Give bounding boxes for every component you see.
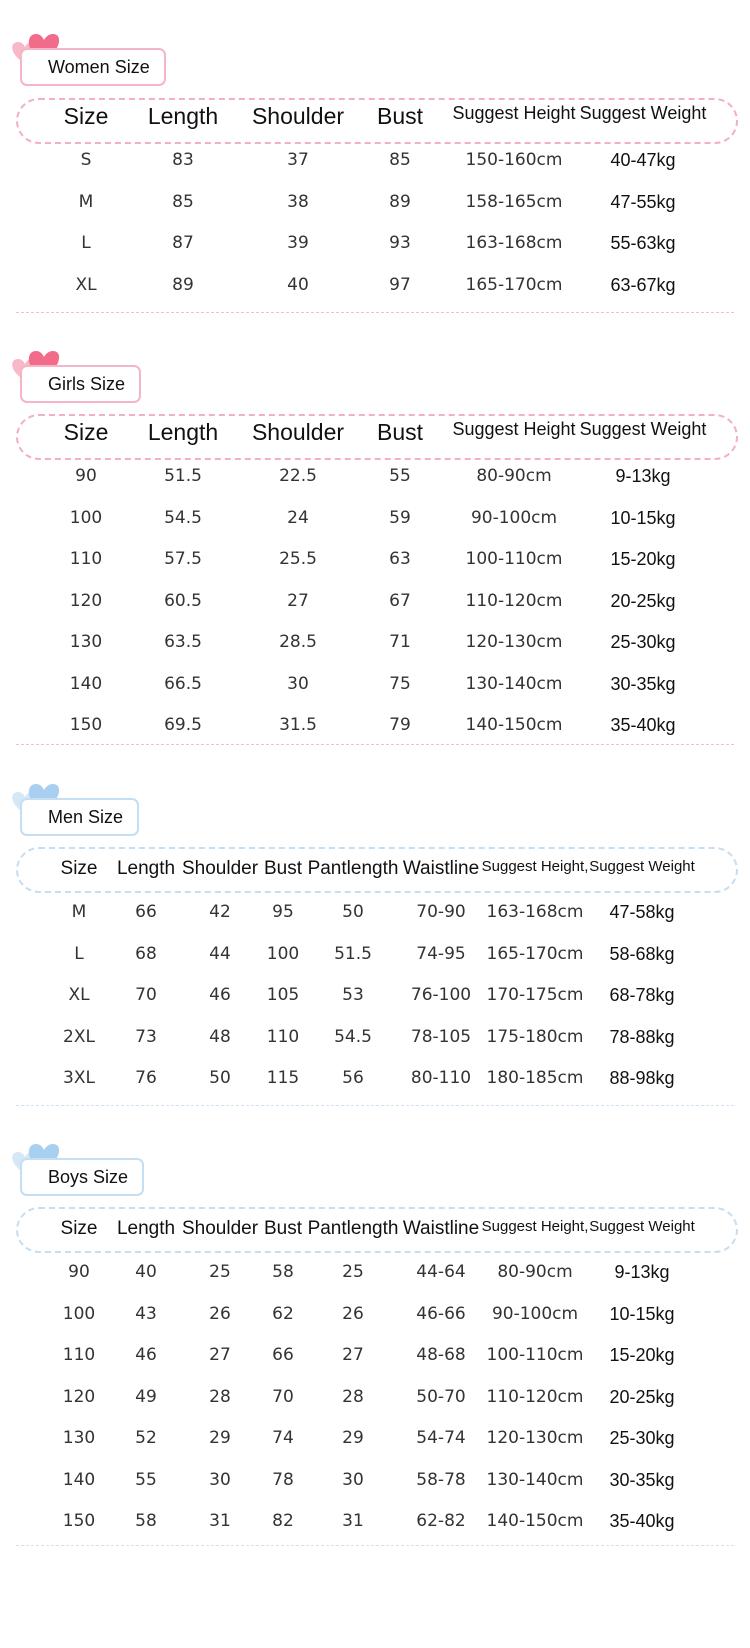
- table-cell: 30-35kg: [609, 1469, 675, 1490]
- table-cell: 175-180cm: [486, 1026, 584, 1047]
- column-header: Suggest Height,: [481, 858, 589, 875]
- table-cell: 82: [272, 1511, 294, 1531]
- table-cell: 54-74: [416, 1428, 466, 1448]
- column-header: Shoulder: [251, 419, 345, 445]
- table-cell: 67: [389, 590, 411, 611]
- table-cell: 62-82: [416, 1511, 466, 1531]
- table-cell: 20-25kg: [610, 590, 676, 611]
- table-cell: 150: [62, 1511, 96, 1531]
- table-cell: 25: [342, 1262, 364, 1282]
- table-cell: 50: [209, 1068, 231, 1088]
- table-cell: 71: [389, 632, 411, 652]
- table-cell: 120-130cm: [465, 632, 563, 652]
- table-cell: 60.5: [164, 590, 202, 611]
- table-cell: 59: [389, 507, 411, 528]
- table-cell: 44: [209, 943, 231, 964]
- column-header: Size: [60, 858, 98, 879]
- table-cell: 78-88kg: [609, 1026, 675, 1047]
- table-cell: 68: [135, 943, 157, 964]
- table-cell: 46: [209, 985, 231, 1005]
- table-cell: 29: [209, 1428, 231, 1448]
- table-cell: 52: [135, 1428, 157, 1448]
- table-cell: 27: [209, 1345, 231, 1365]
- table-cell: 46-66: [416, 1303, 466, 1324]
- column-header: Size: [63, 419, 109, 445]
- table-cell: M: [78, 191, 94, 212]
- table-cell: 70: [272, 1386, 294, 1407]
- table-cell: 22.5: [279, 466, 317, 486]
- section-divider: [16, 744, 734, 745]
- table-cell: 15-20kg: [610, 549, 676, 569]
- table-cell: XL: [68, 985, 90, 1005]
- table-cell: 25.5: [279, 549, 317, 569]
- column-header: Waistline: [402, 1218, 480, 1239]
- table-cell: 54.5: [164, 507, 202, 528]
- table-cell: 48-68: [416, 1345, 466, 1365]
- table-cell: 2XL: [63, 1026, 95, 1047]
- table-cell: 30: [287, 673, 309, 694]
- table-cell: 100-110cm: [486, 1345, 584, 1365]
- section-divider: [16, 1105, 734, 1106]
- table-cell: 53: [342, 985, 364, 1005]
- column-header: Suggest Weight: [589, 858, 695, 875]
- table-cell: 57.5: [164, 549, 202, 569]
- table-cell: 78-105: [410, 1026, 472, 1047]
- table-cell: 163-168cm: [486, 902, 584, 922]
- table-cell: 90-100cm: [491, 1303, 579, 1324]
- column-header: Shoulder: [181, 858, 259, 879]
- table-cell: 49: [135, 1386, 157, 1407]
- section-title-label: Girls Size: [20, 365, 141, 403]
- section-title: [6, 30, 176, 90]
- table-cell: M: [71, 902, 87, 922]
- table-cell: 120: [69, 590, 103, 611]
- table-cell: 110: [266, 1026, 300, 1047]
- table-cell: 83: [172, 150, 194, 170]
- table-cell: 88-98kg: [609, 1068, 675, 1088]
- table-cell: 66: [272, 1345, 294, 1365]
- table-cell: 43: [135, 1303, 157, 1324]
- table-cell: 51.5: [164, 466, 202, 486]
- table-cell: 120-130cm: [486, 1428, 584, 1448]
- table-cell: 50-70: [416, 1386, 466, 1407]
- table-cell: 80-110: [410, 1068, 472, 1088]
- table-cell: 68-78kg: [609, 985, 675, 1005]
- table-cell: 73: [135, 1026, 157, 1047]
- table-cell: 31: [342, 1511, 364, 1531]
- table-cell: 66: [135, 902, 157, 922]
- table-cell: 58-78: [416, 1469, 466, 1490]
- section-divider: [16, 312, 734, 313]
- section-title: [6, 780, 176, 840]
- table-cell: 30: [342, 1469, 364, 1490]
- column-header: Length: [116, 1218, 176, 1239]
- table-cell: 58: [272, 1262, 294, 1282]
- table-cell: 27: [342, 1345, 364, 1365]
- table-cell: 85: [172, 191, 194, 212]
- table-cell: 100-110cm: [465, 549, 563, 569]
- table-cell: 30: [209, 1469, 231, 1490]
- table-cell: 40: [287, 274, 309, 295]
- table-cell: 47-58kg: [609, 902, 675, 922]
- table-cell: 85: [389, 150, 411, 170]
- table-cell: 9-13kg: [615, 466, 671, 486]
- table-cell: 28: [209, 1386, 231, 1407]
- column-header: Length: [147, 419, 219, 445]
- table-cell: 97: [389, 274, 411, 295]
- table-cell: 93: [389, 233, 411, 253]
- table-cell: 35-40kg: [609, 1511, 675, 1531]
- table-cell: 100: [69, 507, 103, 528]
- table-cell: 140-150cm: [465, 715, 563, 735]
- table-cell: 95: [272, 902, 294, 922]
- table-cell: 10-15kg: [610, 507, 676, 528]
- column-header: Size: [60, 1218, 98, 1239]
- table-cell: 25-30kg: [609, 1428, 675, 1448]
- table-cell: 70-90: [416, 902, 466, 922]
- table-cell: 9-13kg: [614, 1262, 670, 1282]
- table-cell: 87: [172, 233, 194, 253]
- table-cell: 180-185cm: [486, 1068, 584, 1088]
- column-header: Bust: [376, 103, 424, 129]
- table-cell: 140: [62, 1469, 96, 1490]
- table-cell: 27: [287, 590, 309, 611]
- column-header: Length: [147, 103, 219, 129]
- table-cell: 75: [389, 673, 411, 694]
- table-cell: 58: [135, 1511, 157, 1531]
- table-cell: 120: [62, 1386, 96, 1407]
- table-cell: 165-170cm: [486, 943, 584, 964]
- table-cell: 110-120cm: [465, 590, 563, 611]
- column-header: Shoulder: [181, 1218, 259, 1239]
- table-cell: L: [74, 943, 84, 964]
- column-header: Suggest Weight: [579, 419, 707, 439]
- table-cell: 62: [272, 1303, 294, 1324]
- table-cell: 100: [62, 1303, 96, 1324]
- table-cell: 130: [62, 1428, 96, 1448]
- table-cell: 150-160cm: [465, 150, 563, 170]
- table-cell: 90: [68, 1262, 90, 1282]
- column-header: Bust: [376, 419, 424, 445]
- table-cell: 80-90cm: [476, 466, 552, 486]
- table-cell: 3XL: [63, 1068, 95, 1088]
- table-cell: 163-168cm: [465, 233, 563, 253]
- table-cell: 170-175cm: [486, 985, 584, 1005]
- table-cell: 58-68kg: [609, 943, 675, 964]
- table-cell: 76: [135, 1068, 157, 1088]
- section-divider: [16, 1545, 734, 1546]
- table-cell: 110: [69, 549, 103, 569]
- table-cell: 63-67kg: [610, 274, 676, 295]
- table-cell: 26: [209, 1303, 231, 1324]
- table-cell: 51.5: [334, 943, 372, 964]
- table-cell: 39: [287, 233, 309, 253]
- table-cell: 90: [75, 466, 97, 486]
- column-header: Suggest Height,: [481, 1218, 589, 1235]
- table-cell: 24: [287, 507, 309, 528]
- table-cell: 10-15kg: [609, 1303, 675, 1324]
- table-cell: 31.5: [279, 715, 317, 735]
- table-cell: 130-140cm: [486, 1469, 584, 1490]
- column-header: Shoulder: [251, 103, 345, 129]
- table-cell: 54.5: [334, 1026, 372, 1047]
- column-header: Bust: [263, 1218, 303, 1239]
- table-cell: 110-120cm: [486, 1386, 584, 1407]
- table-cell: 70: [135, 985, 157, 1005]
- table-cell: 110: [62, 1345, 96, 1365]
- column-header: Suggest Weight: [589, 1218, 695, 1235]
- table-cell: 28: [342, 1386, 364, 1407]
- column-header: Pantlength: [307, 858, 399, 879]
- table-cell: 89: [389, 191, 411, 212]
- table-cell: 37: [287, 150, 309, 170]
- column-header: Bust: [263, 858, 303, 879]
- column-header: Suggest Height: [452, 419, 576, 439]
- table-cell: 15-20kg: [609, 1345, 675, 1365]
- table-cell: S: [80, 150, 92, 170]
- table-cell: L: [81, 233, 91, 253]
- table-cell: 29: [342, 1428, 364, 1448]
- table-cell: 48: [209, 1026, 231, 1047]
- table-cell: 78: [272, 1469, 294, 1490]
- table-cell: 130-140cm: [465, 673, 563, 694]
- table-cell: 115: [266, 1068, 300, 1088]
- table-cell: 35-40kg: [610, 715, 676, 735]
- column-header: Suggest Weight: [579, 103, 707, 123]
- table-cell: 20-25kg: [609, 1386, 675, 1407]
- table-cell: 130: [69, 632, 103, 652]
- table-cell: 150: [69, 715, 103, 735]
- table-cell: 47-55kg: [610, 191, 676, 212]
- table-cell: 79: [389, 715, 411, 735]
- table-cell: 105: [266, 985, 300, 1005]
- table-cell: 55-63kg: [610, 233, 676, 253]
- column-header: Size: [63, 103, 109, 129]
- table-cell: 55: [389, 466, 411, 486]
- section-title: [6, 347, 176, 407]
- table-cell: XL: [75, 274, 97, 295]
- table-cell: 30-35kg: [610, 673, 676, 694]
- table-cell: 100: [266, 943, 300, 964]
- table-cell: 74-95: [416, 943, 466, 964]
- section-title-label: Men Size: [20, 798, 139, 836]
- table-cell: 46: [135, 1345, 157, 1365]
- table-cell: 31: [209, 1511, 231, 1531]
- table-cell: 38: [287, 191, 309, 212]
- section-title-label: Women Size: [20, 48, 166, 86]
- table-cell: 80-90cm: [497, 1262, 573, 1282]
- section-title: [6, 1140, 176, 1200]
- table-cell: 140: [69, 673, 103, 694]
- table-cell: 25-30kg: [610, 632, 676, 652]
- table-cell: 40-47kg: [610, 150, 676, 170]
- table-cell: 158-165cm: [465, 191, 563, 212]
- table-cell: 56: [342, 1068, 364, 1088]
- table-cell: 165-170cm: [465, 274, 563, 295]
- table-cell: 42: [209, 902, 231, 922]
- table-cell: 89: [172, 274, 194, 295]
- table-cell: 69.5: [164, 715, 202, 735]
- table-cell: 40: [135, 1262, 157, 1282]
- table-cell: 76-100: [410, 985, 472, 1005]
- table-cell: 28.5: [279, 632, 317, 652]
- table-cell: 74: [272, 1428, 294, 1448]
- column-header: Pantlength: [307, 1218, 399, 1239]
- column-header: Suggest Height: [452, 103, 576, 123]
- table-cell: 140-150cm: [486, 1511, 584, 1531]
- table-cell: 63: [389, 549, 411, 569]
- column-header: Length: [116, 858, 176, 879]
- table-cell: 66.5: [164, 673, 202, 694]
- table-cell: 26: [342, 1303, 364, 1324]
- column-header: Waistline: [402, 858, 480, 879]
- table-cell: 55: [135, 1469, 157, 1490]
- table-cell: 44-64: [416, 1262, 466, 1282]
- table-cell: 63.5: [164, 632, 202, 652]
- table-cell: 50: [342, 902, 364, 922]
- table-cell: 90-100cm: [470, 507, 558, 528]
- table-cell: 25: [209, 1262, 231, 1282]
- section-title-label: Boys Size: [20, 1158, 144, 1196]
